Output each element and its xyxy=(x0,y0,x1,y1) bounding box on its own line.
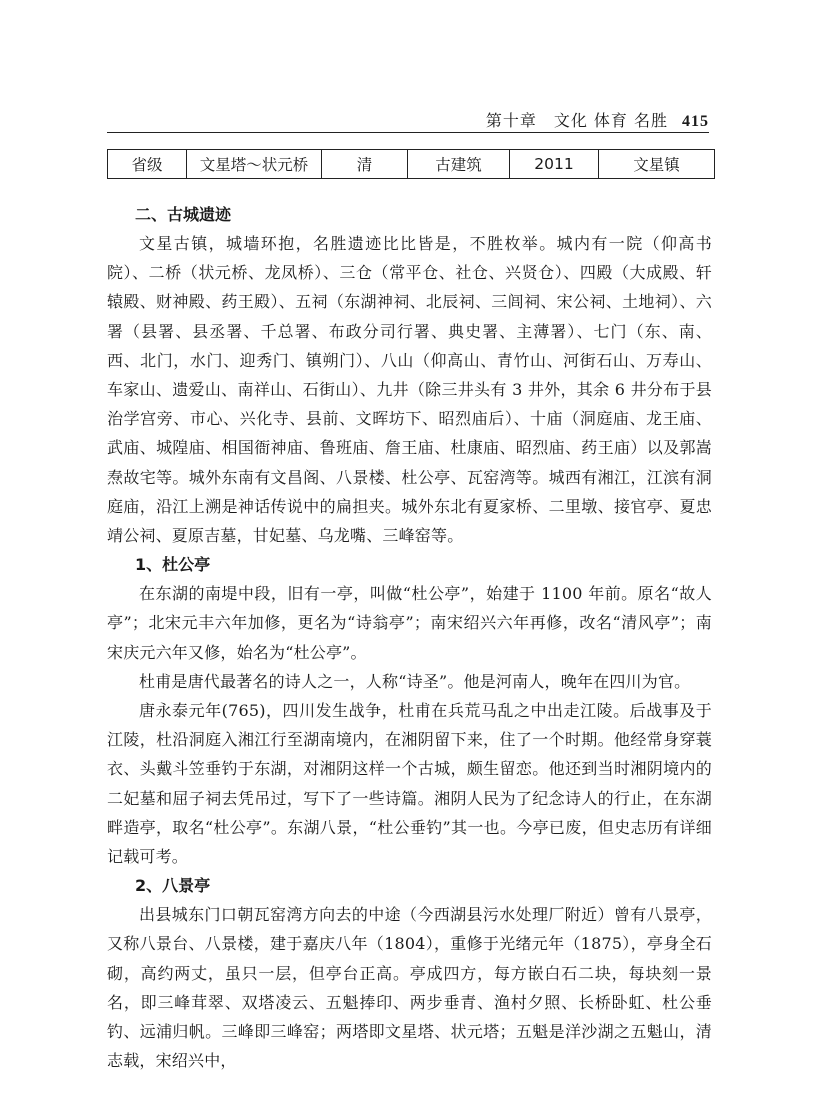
body-text xyxy=(107,200,712,1075)
cell-year: 2011 xyxy=(510,150,599,179)
page-number: 415 xyxy=(682,113,709,130)
cell-era: 清 xyxy=(322,150,408,179)
paragraph-dugong-3: 唐永泰元年(765)，四川发生战争，杜甫在兵荒马乱之中出走江陵。后战事及于江陵，杜沿洞庭入湘江行至湖南境内，在湘阴留下来，住了一个时期。他经常身穿蓑衣、头戴斗笠垂钓于东湖，对湘阴这样一个古城，颇生留恋。他还到当时湘阴境内的二妃墓和屈子祠去凭吊过，写下了一些诗篇。湘阴人民为了纪念诗人的行止，在东湖畔造亭，取名“杜公亭”。东湖八景，“杜公垂钓”其一也。今亭已废，但史志历有详细记载可考。 xyxy=(107,701,712,867)
paragraph-bajing-1: 出县城东门口朝瓦窑湾方向去的中途（今西湖县污水处理厂附近）曾有八景亭，又称八景台、八景楼，建于嘉庆八年（1804），重修于光绪元年（1875），亭身全石砌，高约两丈，虽只一层，但亭台正高。亭成四方，每方嵌白石二块，每块刻一景名，即三峰茸翠、双塔凌云、五魁捧印、两步垂青、渔村夕照、长桥卧虹、杜公垂钓、远浦归帆。三峰即三峰窑；两塔即文星塔、状元塔；五魁是洋沙湖之五魁山，清志载，宋绍兴中， xyxy=(107,905,712,1071)
section-heading: 二、古城遗迹 xyxy=(135,205,232,224)
chapter-title: 第十章 文化 体育 名胜 xyxy=(485,111,668,130)
cell-type: 古建筑 xyxy=(408,150,510,179)
subsection-heading-bajing: 2、八景亭 xyxy=(135,876,211,896)
heritage-table xyxy=(107,149,715,179)
table-row xyxy=(108,150,715,179)
running-head xyxy=(107,108,709,133)
cell-level: 省级 xyxy=(108,150,187,179)
cell-name: 文星塔～状元桥 xyxy=(187,150,322,179)
running-head-text xyxy=(486,108,709,131)
paragraph-dugong-2: 杜甫是唐代最著名的诗人之一，人称“诗圣”。他是河南人，晚年在四川为官。 xyxy=(139,671,691,691)
paragraph-dugong-1: 在东湖的南堤中段，旧有一亭，叫做“杜公亭”，始建于 1100 年前。原名“故人亭”；北宋元丰六年加修，更名为“诗翁亭”；南宋绍兴六年再修，改名“清风亭”；南宋庆元六年又修，始名为“杜公亭”。 xyxy=(107,584,712,662)
subsection-heading-dugong: 1、杜公亭 xyxy=(135,555,211,575)
paragraph-intro: 文星古镇，城墙环抱，名胜遗迹比比皆是，不胜枚举。城内有一院（仰高书院）、二桥（状元桥、龙凤桥）、三仓（常平仓、社仓、兴贤仓）、四殿（大成殿、轩辕殿、财神殿、药王殿）、五祠（东湖神祠、北辰祠、三闾祠、宋公祠、土地祠）、六署（县署、县丞署、千总署、布政分司行署、典史署、主薄署）、七门（东、南、西、北门，水门、迎秀门、镇朔门）、八山（仰高山、青竹山、河街石山、万寿山、车家山、遗爱山、南祥山、石街山）、九井（除三井头有 3 井外，其余 6 井分布于县治学宫旁、市心、兴化寺、县前、文晖坊下、昭烈庙后）、十庙（洞庭庙、龙王庙、武庙、城隍庙、相国衙神庙、鲁班庙、詹王庙、杜康庙、昭烈庙、药王庙）以及郭嵩焘故宅等。城外东南有文昌阁、八景楼、杜公亭、瓦窑湾等。城西有湘江，江滨有洞庭庙，沿江上溯是神话传说中的扁担夹。城外东北有夏家桥、二里墩、接官亭、夏忠靖公祠、夏原吉墓，甘妃墓、乌龙嘴、三峰窑等。 xyxy=(107,234,712,546)
cell-location: 文星镇 xyxy=(599,150,715,179)
